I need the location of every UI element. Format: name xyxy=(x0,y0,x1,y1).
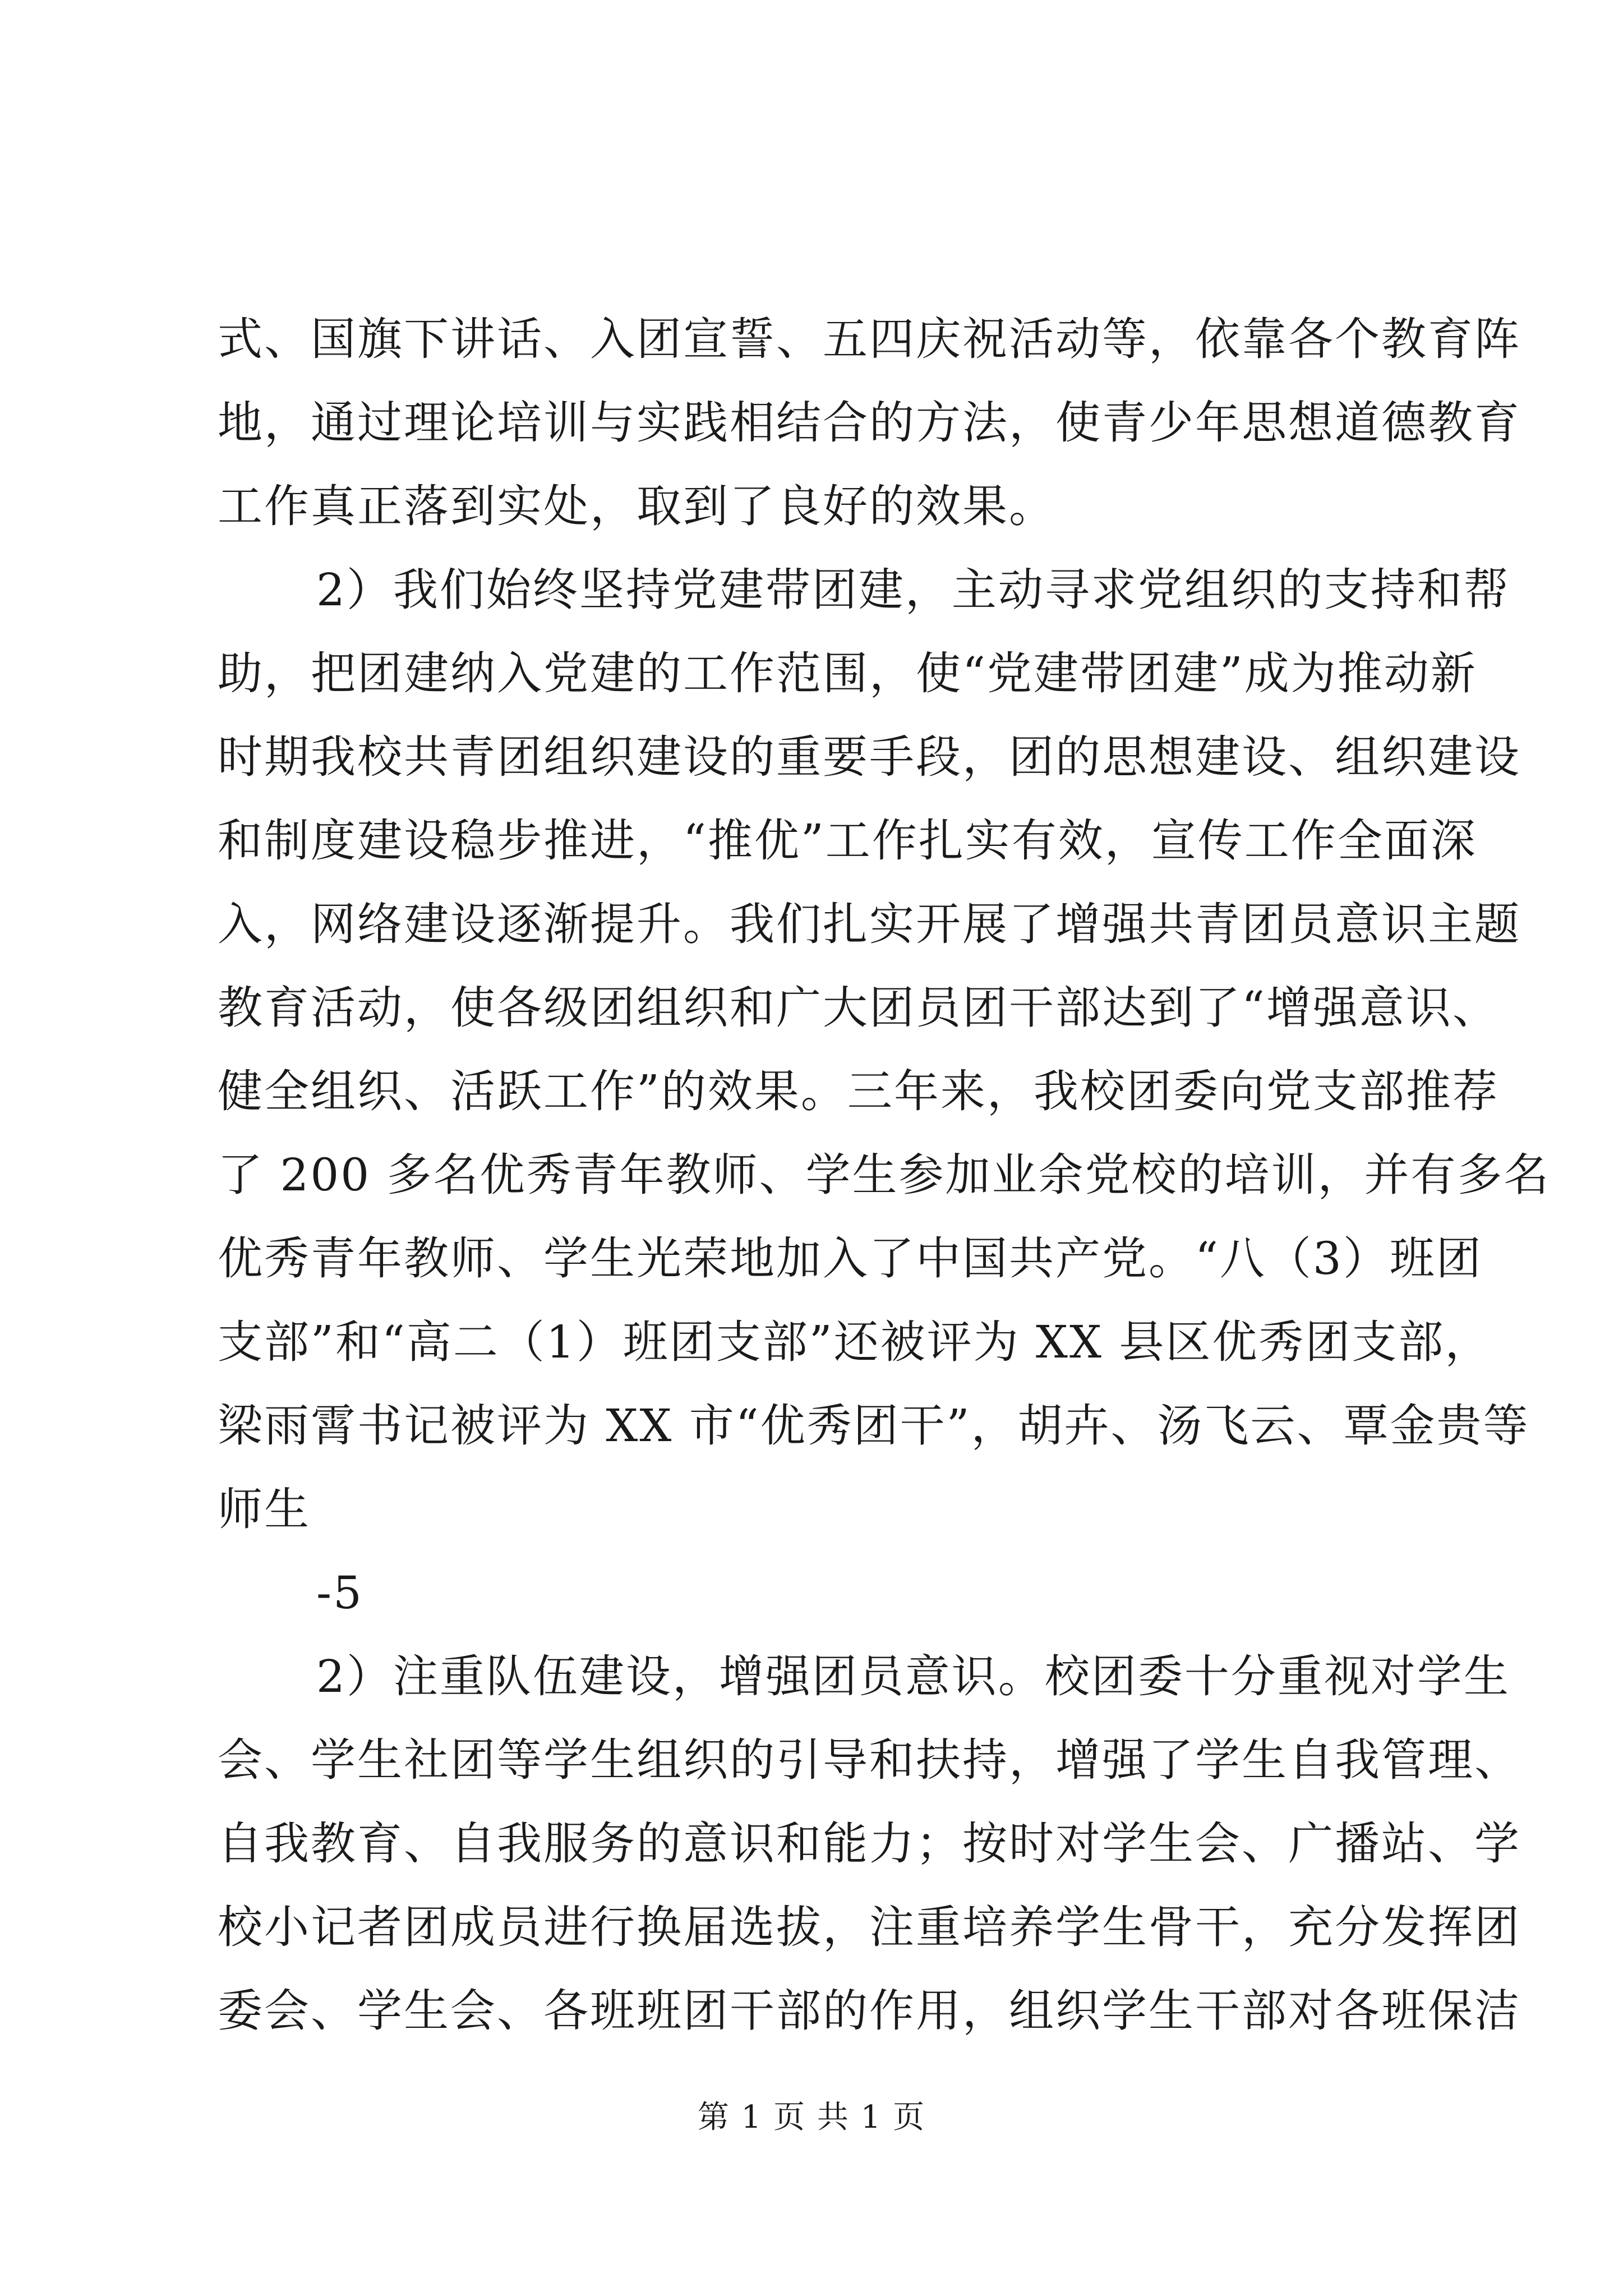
text-line: 教育活动，使各级团组织和广大团员团干部达到了“增强意识、 xyxy=(218,982,1499,1034)
text-line: 会、学生社团等学生组织的引导和扶持，增强了学生自我管理、 xyxy=(218,1734,1521,1786)
page-marker-line: -5 xyxy=(316,1567,363,1619)
paragraph-start-line: 2）我们始终坚持党建带团建，主动寻求党组织的支持和帮 xyxy=(316,564,1510,616)
text-line: 和制度建设稳步推进，“推优”工作扎实有效，宣传工作全面深 xyxy=(218,815,1477,867)
text-line: 式、国旗下讲话、入团宣誓、五四庆祝活动等，依靠各个教育阵 xyxy=(218,313,1521,365)
text-line: 师生 xyxy=(218,1483,311,1535)
text-line: 助，把团建纳入党建的工作范围，使“党建带团建”成为推动新 xyxy=(218,647,1477,700)
text-line: 自我教育、自我服务的意识和能力；按时对学生会、广播站、学 xyxy=(218,1818,1521,1870)
text-line: 时期我校共青团组织建设的重要手段，团的思想建设、组织建设 xyxy=(218,731,1521,783)
text-line: 工作真正落到实处，取到了良好的效果。 xyxy=(218,480,1055,532)
text-line: 梁雨霄书记被评为 XX 市“优秀团干”，胡卉、汤飞云、覃金贵等 xyxy=(218,1400,1530,1452)
text-line: 委会、学生会、各班班团干部的作用，组织学生干部对各班保洁 xyxy=(218,1985,1521,2037)
text-line: 了 200 多名优秀青年教师、学生参加业余党校的培训，并有多名 xyxy=(218,1149,1551,1201)
page-footer: 第 1 页 共 1 页 xyxy=(697,2099,926,2136)
paragraph-start-line: 2）注重队伍建设，增强团员意识。校团委十分重视对学生 xyxy=(316,1650,1510,1703)
document-body xyxy=(218,297,1551,2053)
text-line: 校小记者团成员进行换届选拔，注重培养学生骨干，充分发挥团 xyxy=(218,1901,1521,1953)
text-line: 支部”和“高二（1）班团支部”还被评为 XX 县区优秀团支部， xyxy=(218,1316,1492,1368)
text-line: 入，网络建设逐渐提升。我们扎实开展了增强共青团员意识主题 xyxy=(218,898,1521,950)
text-line: 优秀青年教师、学生光荣地加入了中国共产党。“八（3）班团 xyxy=(218,1232,1483,1285)
text-line: 地，通过理论培训与实践相结合的方法，使青少年思想道德教育 xyxy=(218,397,1521,449)
text-line: 健全组织、活跃工作”的效果。三年来，我校团委向党支部推荐 xyxy=(218,1065,1499,1117)
